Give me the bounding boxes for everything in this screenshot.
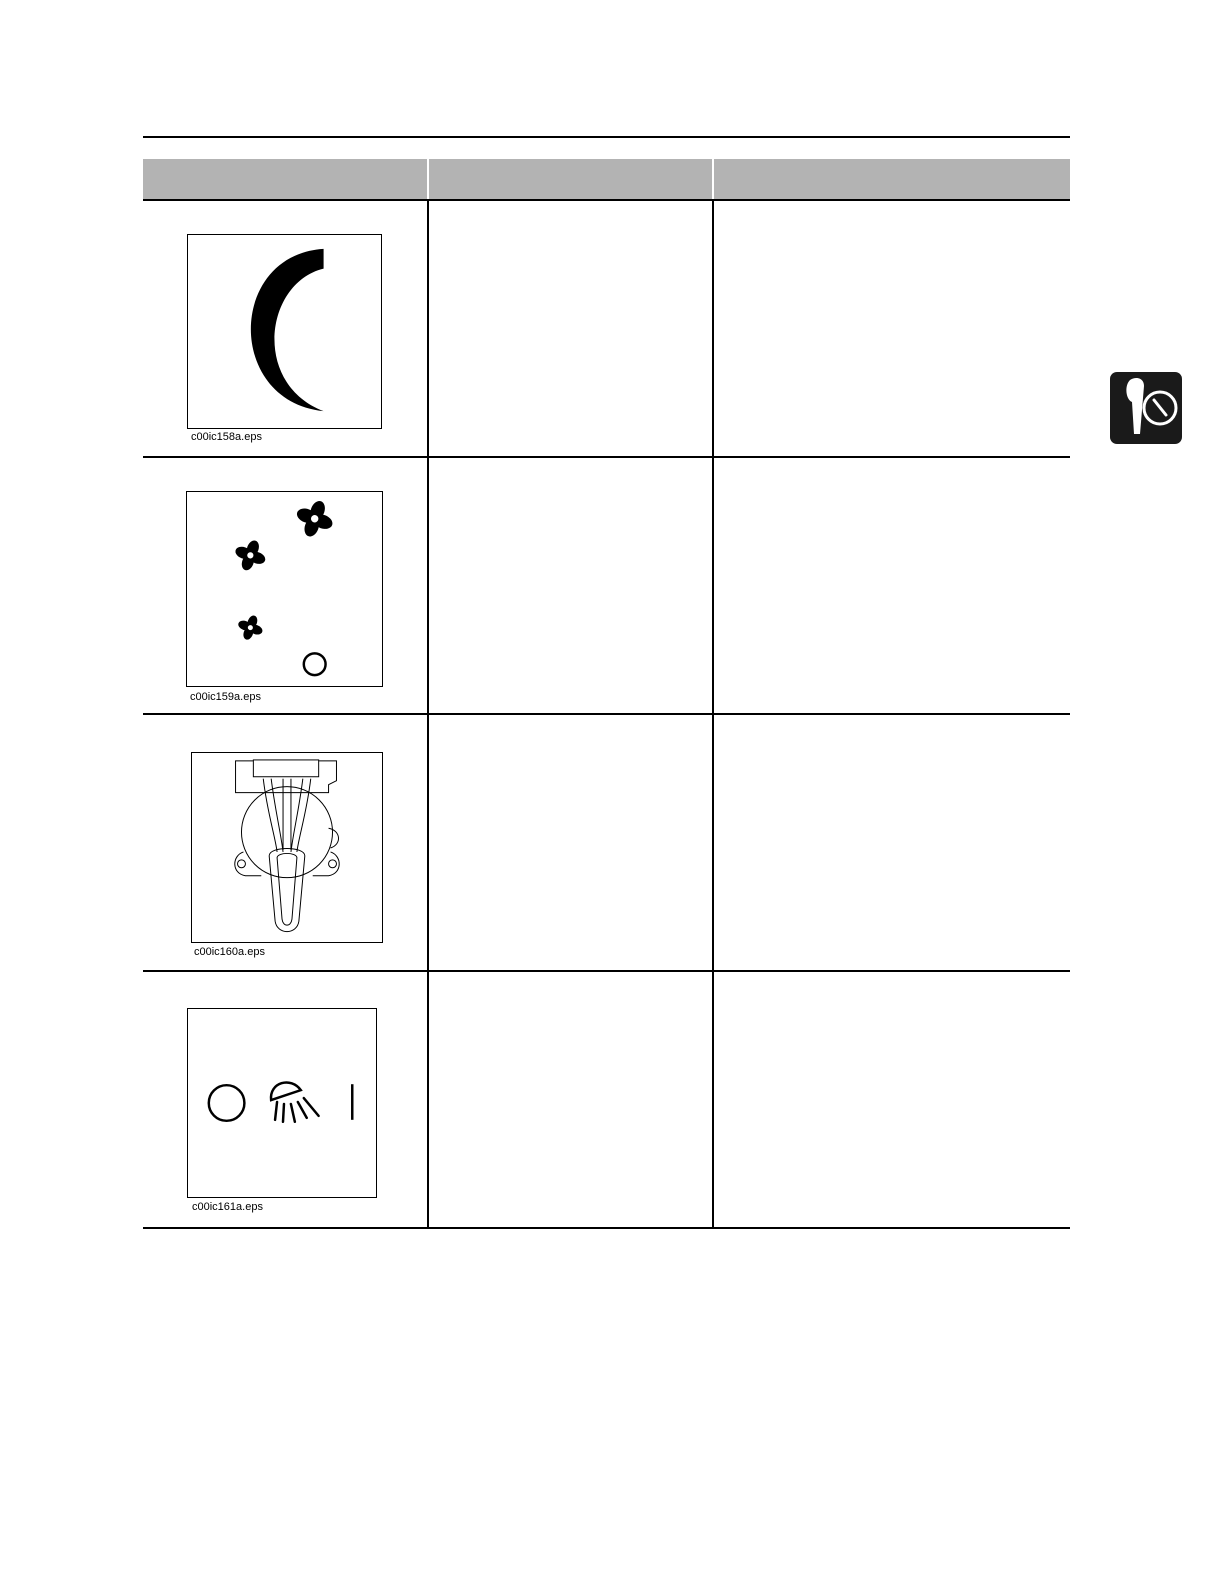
- top-rule: [143, 136, 1070, 138]
- notes-cell: [728, 201, 1058, 456]
- crescent-symbol-icon: [187, 234, 382, 429]
- column-divider: [427, 159, 429, 199]
- washer-spray-icon: [271, 1082, 319, 1121]
- description-cell: [443, 972, 703, 1227]
- header-cell-description: [429, 159, 713, 199]
- notes-cell: [728, 715, 1058, 970]
- header-cell-figure: [143, 159, 427, 199]
- column-divider: [427, 715, 429, 970]
- column-divider: [427, 201, 429, 456]
- header-cell-notes: [715, 159, 1070, 199]
- control-lever-icon: [191, 752, 383, 943]
- fan-medium-icon: [230, 535, 270, 575]
- figure-caption: c00ic158a.eps: [191, 431, 262, 443]
- description-cell: [443, 715, 703, 970]
- column-divider: [712, 159, 714, 199]
- symbol-table: [143, 159, 1070, 1229]
- column-divider: [712, 972, 714, 1227]
- column-divider: [712, 715, 714, 970]
- off-position-icon: [209, 1085, 245, 1121]
- table-row: [143, 972, 1070, 1229]
- table-row: [143, 201, 1070, 458]
- figure-caption: c00ic160a.eps: [194, 946, 265, 958]
- column-divider: [427, 972, 429, 1227]
- table-row: [143, 715, 1070, 972]
- fan-high-icon: [291, 495, 339, 543]
- lever-gauge-icon: [1110, 372, 1182, 444]
- fan-speed-symbols-icon: [186, 491, 383, 687]
- fan-off-icon: [304, 653, 326, 675]
- notes-cell: [728, 972, 1058, 1227]
- description-cell: [443, 458, 703, 713]
- table-header-row: [143, 159, 1070, 201]
- section-tab: [1110, 372, 1182, 444]
- column-divider: [712, 201, 714, 456]
- column-divider: [427, 458, 429, 713]
- fan-low-icon: [234, 611, 266, 643]
- table-row: [143, 458, 1070, 715]
- washer-switch-symbols-icon: [187, 1008, 377, 1198]
- description-cell: [443, 201, 703, 456]
- figure-caption: c00ic159a.eps: [190, 691, 261, 703]
- figure-caption: c00ic161a.eps: [192, 1201, 263, 1213]
- column-divider: [712, 458, 714, 713]
- notes-cell: [728, 458, 1058, 713]
